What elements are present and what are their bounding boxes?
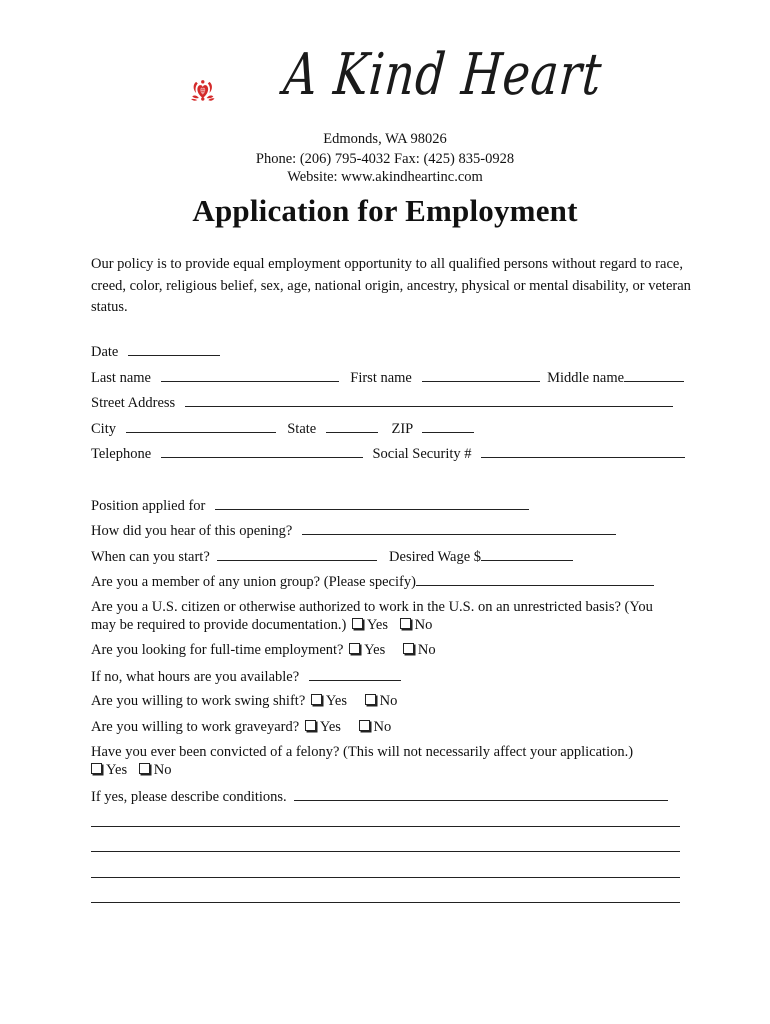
hours-row xyxy=(91,666,401,687)
city-row xyxy=(91,418,474,439)
contact-phone-fax: Phone: (206) 795-4032 Fax: (425) 835-0928 xyxy=(255,151,515,167)
graveyard-no-label: No xyxy=(373,719,392,735)
describe-line-5[interactable] xyxy=(91,902,680,903)
citizen-question: Are you a U.S. citizen or otherwise authorized to work in the U.S. on an unrestricted basis? (You xyxy=(91,599,653,615)
date-label: Date xyxy=(91,344,119,360)
wage-label: Desired Wage $ xyxy=(389,549,482,565)
swing-row xyxy=(91,691,397,711)
page-title: Application for Employment xyxy=(192,193,578,228)
contact-website[interactable]: Website: www.akindheartinc.com xyxy=(287,169,483,185)
union-label: Are you a member of any union group? (Please specify) xyxy=(91,574,416,590)
middle-name-field[interactable] xyxy=(624,367,684,382)
position-row xyxy=(91,495,529,516)
describe-field[interactable] xyxy=(294,786,668,801)
swing-question: Are you willing to work swing shift? xyxy=(91,693,306,709)
swing-yes-label: Yes xyxy=(325,693,347,709)
brand-name: A Kind Heart xyxy=(281,40,605,108)
fulltime-no-checkbox[interactable] xyxy=(403,643,414,654)
felony-no-checkbox[interactable] xyxy=(139,763,150,774)
middle-name-label: Middle name xyxy=(547,370,625,386)
start-row xyxy=(91,546,573,567)
position-field[interactable] xyxy=(215,495,529,510)
union-row xyxy=(91,571,654,592)
describe-line-2[interactable] xyxy=(91,826,680,827)
position-label: Position applied for xyxy=(91,498,206,514)
wage-field[interactable] xyxy=(481,546,573,561)
heard-label: How did you hear of this opening? xyxy=(91,523,293,539)
city-label: City xyxy=(91,421,116,437)
citizen-yes-label: Yes xyxy=(366,617,389,633)
describe-label: If yes, please describe conditions. xyxy=(91,789,287,805)
heart-angel-rose-icon xyxy=(190,46,290,136)
graveyard-no-checkbox[interactable] xyxy=(359,720,370,731)
zip-field[interactable] xyxy=(422,418,474,433)
citizen-question-cont: may be required to provide documentation.) xyxy=(91,617,347,633)
felony-yes-checkbox[interactable] xyxy=(91,763,102,774)
start-field[interactable] xyxy=(217,546,377,561)
felony-no-label: No xyxy=(153,762,172,778)
fulltime-yes-label: Yes xyxy=(364,642,386,658)
last-name-field[interactable] xyxy=(161,367,339,382)
telephone-row xyxy=(91,443,685,464)
state-field[interactable] xyxy=(326,418,378,433)
street-field[interactable] xyxy=(185,392,673,407)
last-name-label: Last name xyxy=(91,370,151,386)
heard-row xyxy=(91,520,616,541)
policy-text: Our policy is to provide equal employment opportunity to all qualified persons without regard to race, creed, color, religious belief, sex, age, national origin, ancestry, physical or mental disability, or veteran status. xyxy=(91,256,691,315)
citizen-no-checkbox[interactable] xyxy=(400,618,411,629)
citizen-yes-checkbox[interactable] xyxy=(352,618,363,629)
street-row xyxy=(91,392,673,413)
fulltime-question: Are you looking for full-time employment? xyxy=(91,642,344,658)
date-row xyxy=(91,341,220,362)
first-name-field[interactable] xyxy=(422,367,540,382)
felony-yes-label: Yes xyxy=(106,762,128,778)
describe-row xyxy=(91,786,668,807)
describe-line-3[interactable] xyxy=(91,851,680,852)
state-label: State xyxy=(287,421,317,437)
zip-label: ZIP xyxy=(391,421,413,437)
graveyard-yes-checkbox[interactable] xyxy=(305,720,316,731)
felony-question: Have you ever been convicted of a felony? (This will not necessarily affect your application.) xyxy=(91,744,634,760)
graveyard-yes-label: Yes xyxy=(319,719,341,735)
graveyard-row xyxy=(91,717,391,737)
graveyard-question: Are you willing to work graveyard? xyxy=(91,719,300,735)
date-field[interactable] xyxy=(128,341,220,356)
hours-question: If no, what hours are you available? xyxy=(91,669,300,685)
felony-row xyxy=(89,760,171,780)
ssn-field[interactable] xyxy=(481,443,685,458)
union-field[interactable] xyxy=(416,571,654,586)
name-row xyxy=(91,367,684,388)
swing-no-label: No xyxy=(379,693,398,709)
heard-field[interactable] xyxy=(302,520,616,535)
hours-field[interactable] xyxy=(309,666,401,681)
swing-yes-checkbox[interactable] xyxy=(311,694,322,705)
citizen-no-label: No xyxy=(414,617,433,633)
first-name-label: First name xyxy=(350,370,412,386)
start-label: When can you start? xyxy=(91,549,210,565)
city-field[interactable] xyxy=(126,418,276,433)
telephone-label: Telephone xyxy=(91,446,152,462)
fulltime-yes-checkbox[interactable] xyxy=(349,643,360,654)
citizen-row xyxy=(91,615,432,635)
ssn-label: Social Security # xyxy=(372,446,472,462)
fulltime-no-label: No xyxy=(417,642,436,658)
describe-line-4[interactable] xyxy=(91,877,680,878)
swing-no-checkbox[interactable] xyxy=(365,694,376,705)
fulltime-row xyxy=(91,640,436,660)
contact-address: Edmonds, WA 98026 xyxy=(323,131,447,147)
street-label: Street Address xyxy=(91,395,176,411)
telephone-field[interactable] xyxy=(161,443,363,458)
